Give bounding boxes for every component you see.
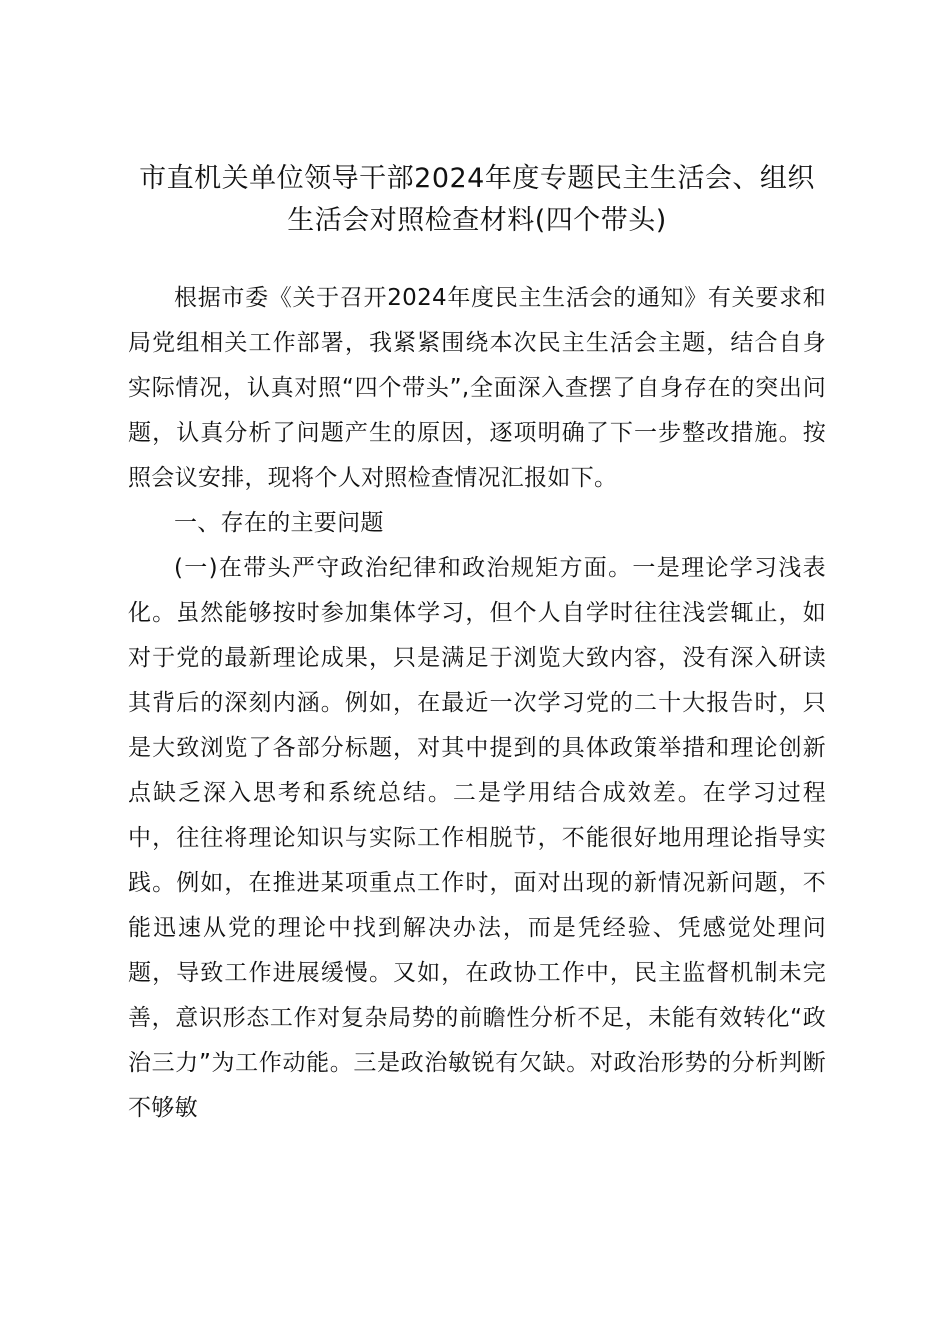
document-body bbox=[128, 276, 826, 1131]
document-title: 市直机关单位领导干部2024年度专题民主生活会、组织生活会对照检查材料(四个带头) bbox=[139, 163, 815, 236]
body-paragraph: (一)在带头严守政治纪律和政治规矩方面。一是理论学习浅表化。虽然能够按时参加集体学习，但个人自学时往往浅尝辄止，如对于党的最新理论成果，只是满足于浏览大致内容，没有深入研读其背后的深刻内涵。例如，在最近一次学习党的二十大报告时，只是大致浏览了各部分标题，对其中提到的具体政策举措和理论创新点缺乏深入思考和系统总结。二是学用结合成效差。在学习过程中，往往将理论知识与实际工作相脱节，不能很好地用理论指导实践。例如，在推进某项重点工作时，面对出现的新情况新问题，不能迅速从党的理论中找到解决办法，而是凭经验、凭感觉处理问题，导致工作进展缓慢。又如，在政协工作中，民主监督机制未完善，意识形态工作对复杂局势的前瞻性分析不足，未能有效转化“政治三力”为工作动能。三是政治敏锐有欠缺。对政治形势的分析判断不够敏 bbox=[128, 555, 826, 1121]
intro-paragraph: 根据市委《关于召开2024年度民主生活会的通知》有关要求和局党组相关工作部署，我紧紧围绕本次民主生活会主题，结合自身实际情况，认真对照“四个带头”,全面深入查摆了自身存在的突出问题，认真分析了问题产生的原因，逐项明确了下一步整改措施。按照会议安排，现将个人对照检查情况汇报如下。 bbox=[128, 285, 826, 491]
section-heading: 一、存在的主要问题 bbox=[174, 510, 384, 536]
